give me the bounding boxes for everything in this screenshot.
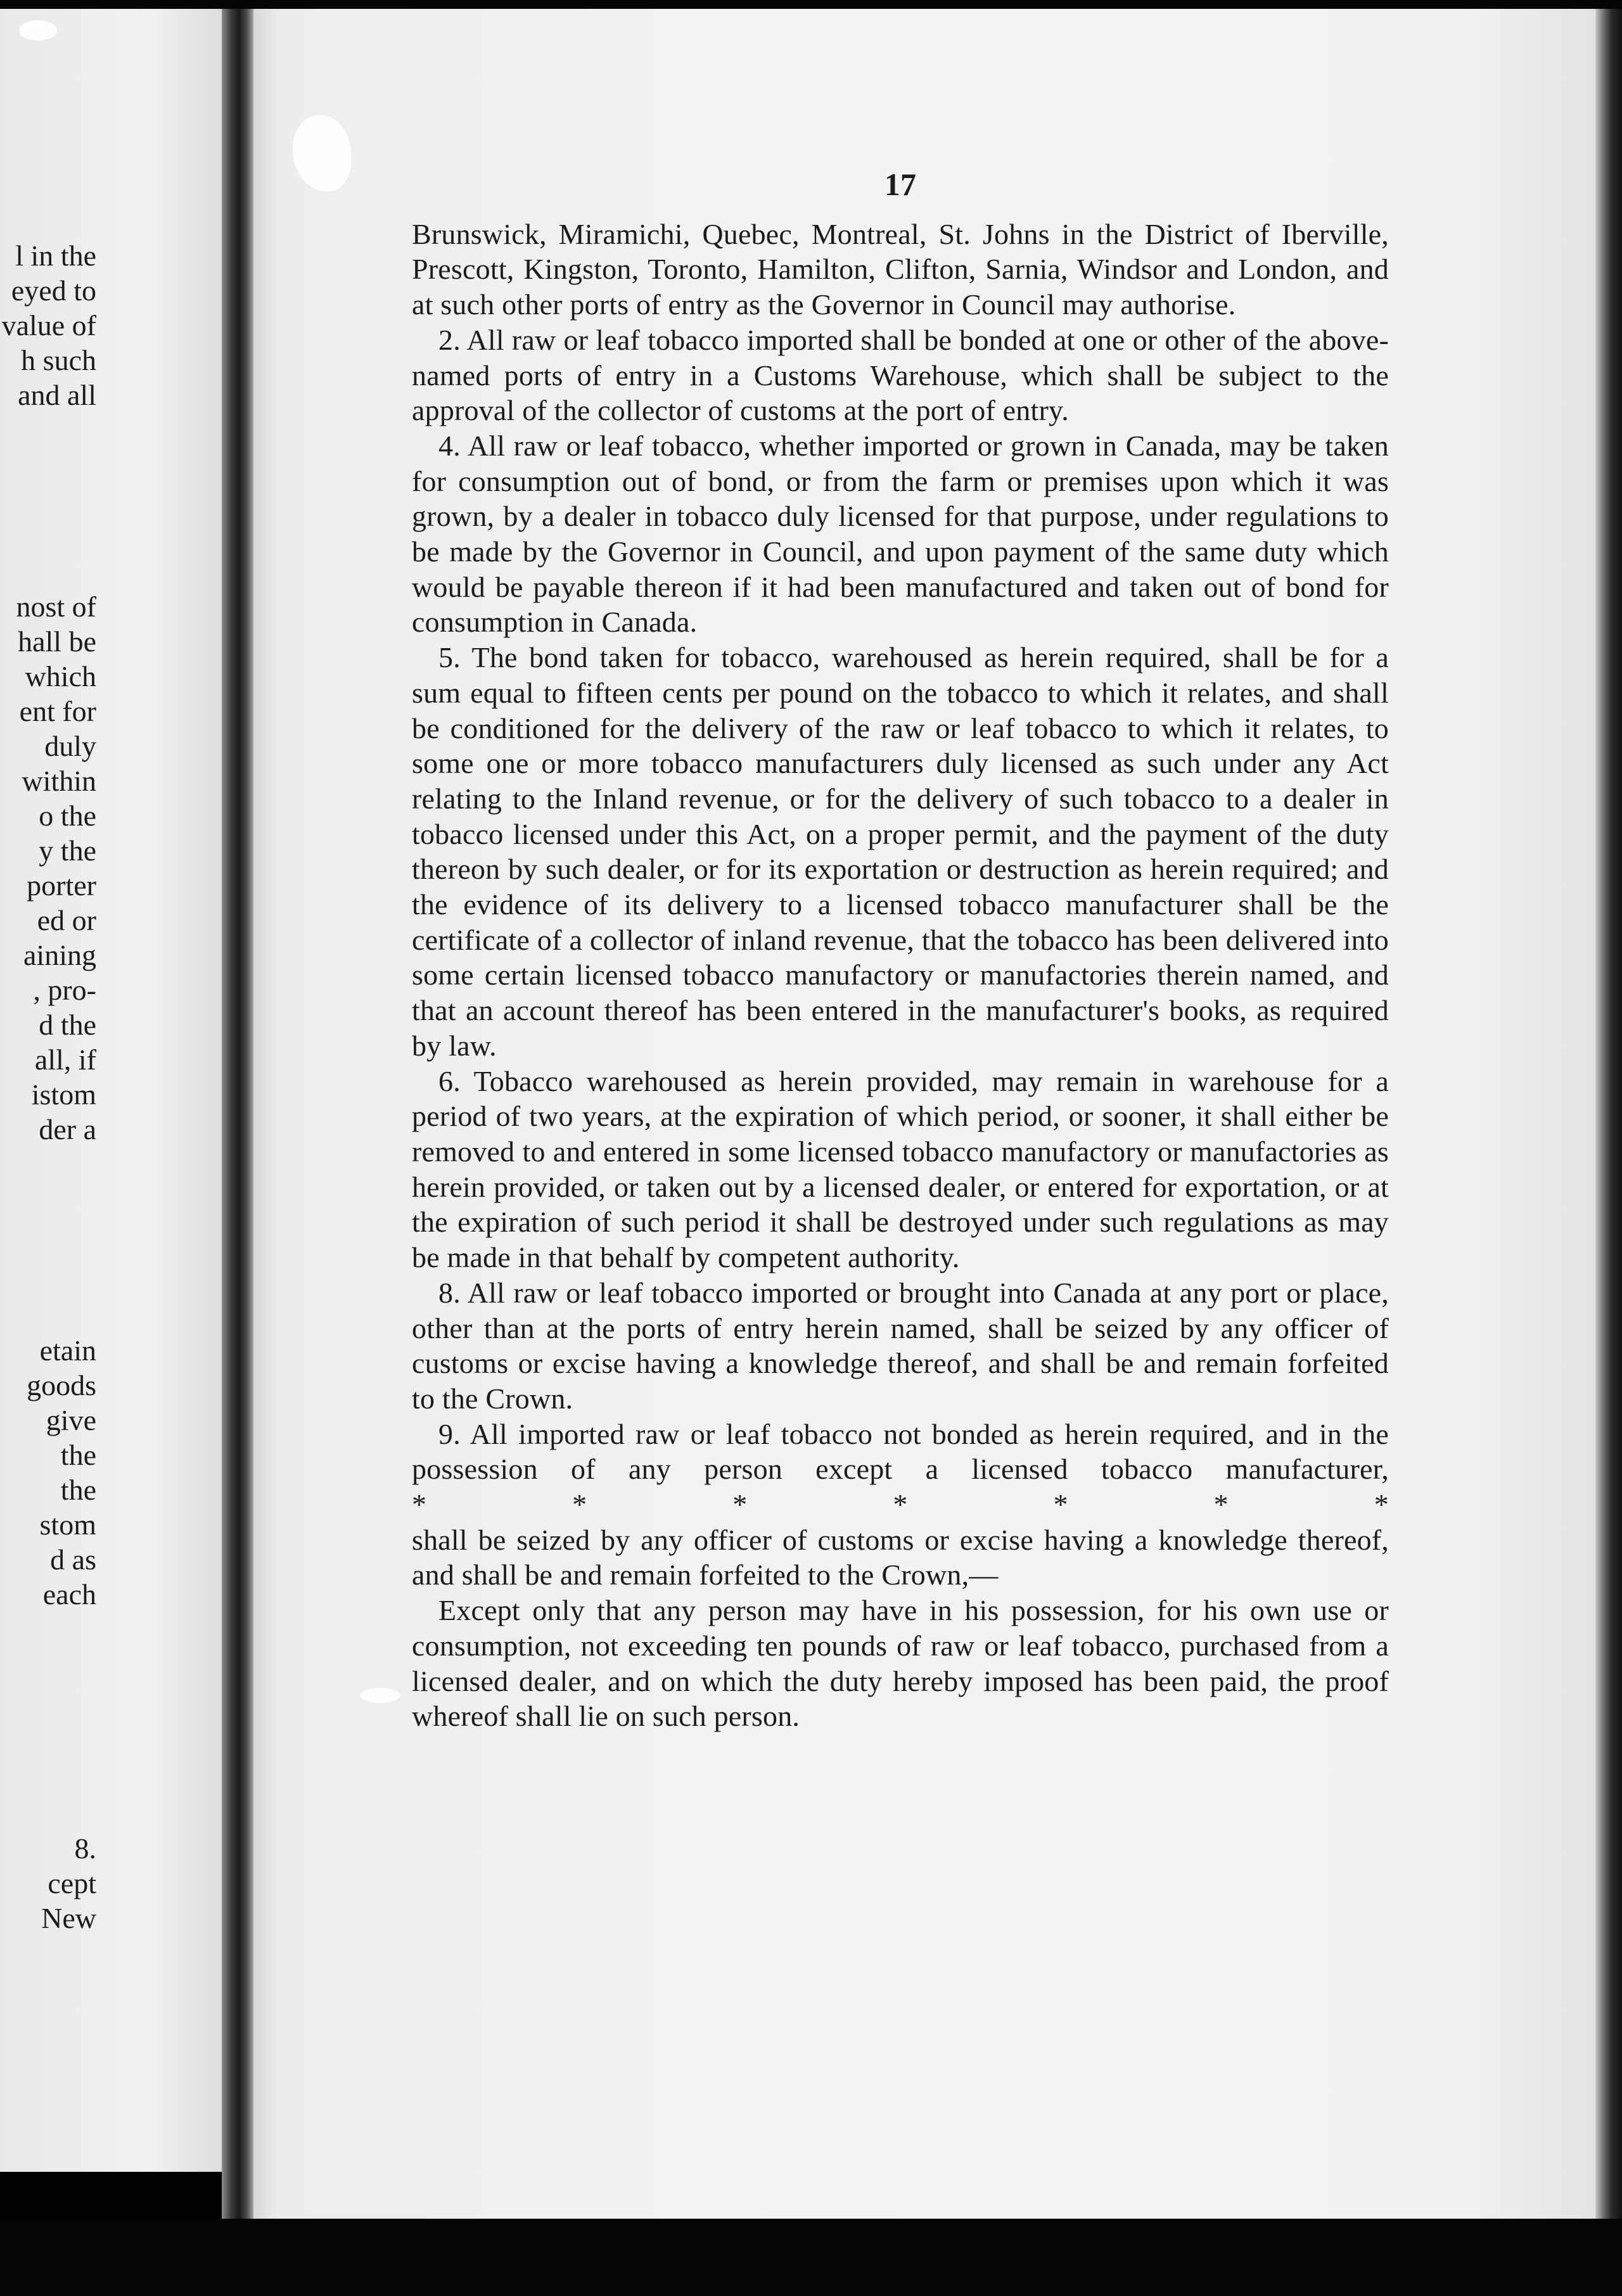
fragment-line: etain (39, 1334, 96, 1367)
fragment-line: each (42, 1578, 96, 1610)
fragment-line: eyed to (11, 274, 96, 307)
fragment-line: nost of (16, 590, 96, 623)
fragment-group-4 (41, 1831, 96, 1936)
paragraph-section-9 (412, 1417, 1389, 1522)
fragment-line: , pro- (33, 974, 96, 1006)
paper-stain (293, 115, 351, 191)
fragment-line: give (46, 1404, 96, 1436)
book-gutter (222, 9, 253, 2226)
fragment-line: o the (39, 800, 96, 832)
fragment-line: hall be (18, 625, 96, 658)
paragraph-section-8: 8. All raw or leaf tobacco imported or brought into Canada at any port or place, other than at the ports of entry herein named, shall be seized by any officer of customs or excise having a knowledge thereof, and shall be and remain forfeited to the Crown. (412, 1276, 1389, 1415)
fragment-line: 8. (74, 1832, 96, 1865)
fragment-line: ent for (19, 695, 96, 727)
paragraph-section-9-continuation: shall be seized by any officer of customs or excise having a knowledge thereof, and shall be and remain forfeited to the Crown,— (412, 1523, 1389, 1591)
paragraph-section-4: 4. All raw or leaf tobacco, whether imported or grown in Canada, may be taken for consumption out of bond, or from the farm or premises upon which it was grown, by a dealer in tobacco duly licensed for that purpose, under regulations to be made by the Governor in Council, and upon payment of the same duty which would be payable thereon if it had been manufactured and taken out of bond for consumption in Canada. (412, 429, 1389, 639)
scan-border-top (0, 0, 1622, 9)
paragraph-exception: Except only that any person may have in his possession, for his own use or consumption, not exceeding ten pounds of raw or leaf tobacco, purchased from a licensed dealer, and on which the duty hereby imposed has been paid, the proof whereof shall lie on such person. (412, 1594, 1389, 1733)
paragraph-section-5: 5. The bond taken for tobacco, warehoused as herein required, shall be for a sum equal to fifteen cents per pound on the tobacco to which it relates, and shall be conditioned for the delivery of the raw or leaf tobacco to which it relates, to some one or more tobacco manufacturers duly licensed as such under any Act relating to the Inland revenue, or for the delivery of such tobacco to a dealer in tobacco licensed under this Act, on a proper permit, and the payment of the duty thereon by such dealer, or for its exportation or destruction as herein required; and the evidence of its delivery to a licensed tobacco manufacturer shall be the certificate of a collector of inland revenue, that the tobacco has been delivered into some certain licensed tobacco manufactory or manufactories therein named, and that an account thereof has been entered in the manufacturer's books, as required by law. (412, 641, 1389, 1062)
fragment-line: l in the (15, 239, 96, 272)
paper-stain (360, 1688, 400, 1703)
page-text (412, 167, 1389, 1734)
left-page-fragments (0, 9, 241, 2163)
fragment-line: ed or (37, 904, 96, 936)
fragment-group-1 (2, 238, 96, 412)
right-page (253, 9, 1595, 2219)
page-number: 17 (884, 167, 917, 202)
omission-asterisks: * * * * * * * (412, 1488, 1389, 1521)
fragment-group-3 (27, 1333, 96, 1612)
page-edge-shadow (1595, 9, 1622, 2219)
fragment-line: duly (44, 730, 96, 762)
fragment-line: d the (39, 1009, 96, 1041)
fragment-line: the (60, 1474, 96, 1506)
fragment-line: y the (39, 834, 96, 867)
section-9-text: 9. All imported raw or leaf tobacco not bonded as herein required, and in the possession of any person except a licensed tobacco manufacturer, (412, 1417, 1389, 1486)
fragment-line: New (41, 1902, 96, 1934)
fragment-line: which (25, 660, 96, 692)
fragment-line: cept (48, 1867, 96, 1899)
fragment-line: all, if (34, 1043, 96, 1076)
fragment-line: h such (21, 344, 96, 376)
fragment-line: aining (23, 939, 96, 971)
fragment-line: porter (27, 869, 96, 902)
fragment-line: goods (27, 1369, 96, 1401)
paragraph-section-6: 6. Tobacco warehoused as herein provided, may remain in warehouse for a period of two years, at the expiration of which period, or sooner, it shall either be removed to and entered in some licensed tobacco manufactory or manufactories as herein provided, or taken out by a licensed dealer, or entered for exportation, or at the expiration of such period it shall be destroyed under such regulations as may be made in that behalf by competent authority. (412, 1064, 1389, 1274)
fragment-line: the (60, 1439, 96, 1471)
left-page (0, 9, 248, 2172)
paragraph-continuation: Brunswick, Miramichi, Quebec, Montreal, St. Johns in the District of Iberville, Prescott, Kingston, Toronto, Hamilton, Clifton, Sarnia, Windsor and London, and at such other ports of entry as the Governor in Council may authorise. (412, 217, 1389, 321)
fragment-line: d as (50, 1543, 96, 1576)
fragment-line: stom (39, 1508, 96, 1541)
fragment-line: istom (31, 1078, 96, 1111)
fragment-line: der a (39, 1113, 96, 1145)
paragraph-section-2: 2. All raw or leaf tobacco imported shall be bonded at one or other of the above-named ports of entry in a Customs Warehouse, which shall be subject to the approval of the collector of customs at the port of entry. (412, 323, 1389, 427)
fragment-line: within (22, 765, 96, 797)
fragment-line: and all (18, 379, 96, 411)
scan-border-bottom (0, 2219, 1622, 2296)
fragment-group-2 (16, 589, 97, 1147)
fragment-line: value of (1, 309, 96, 341)
